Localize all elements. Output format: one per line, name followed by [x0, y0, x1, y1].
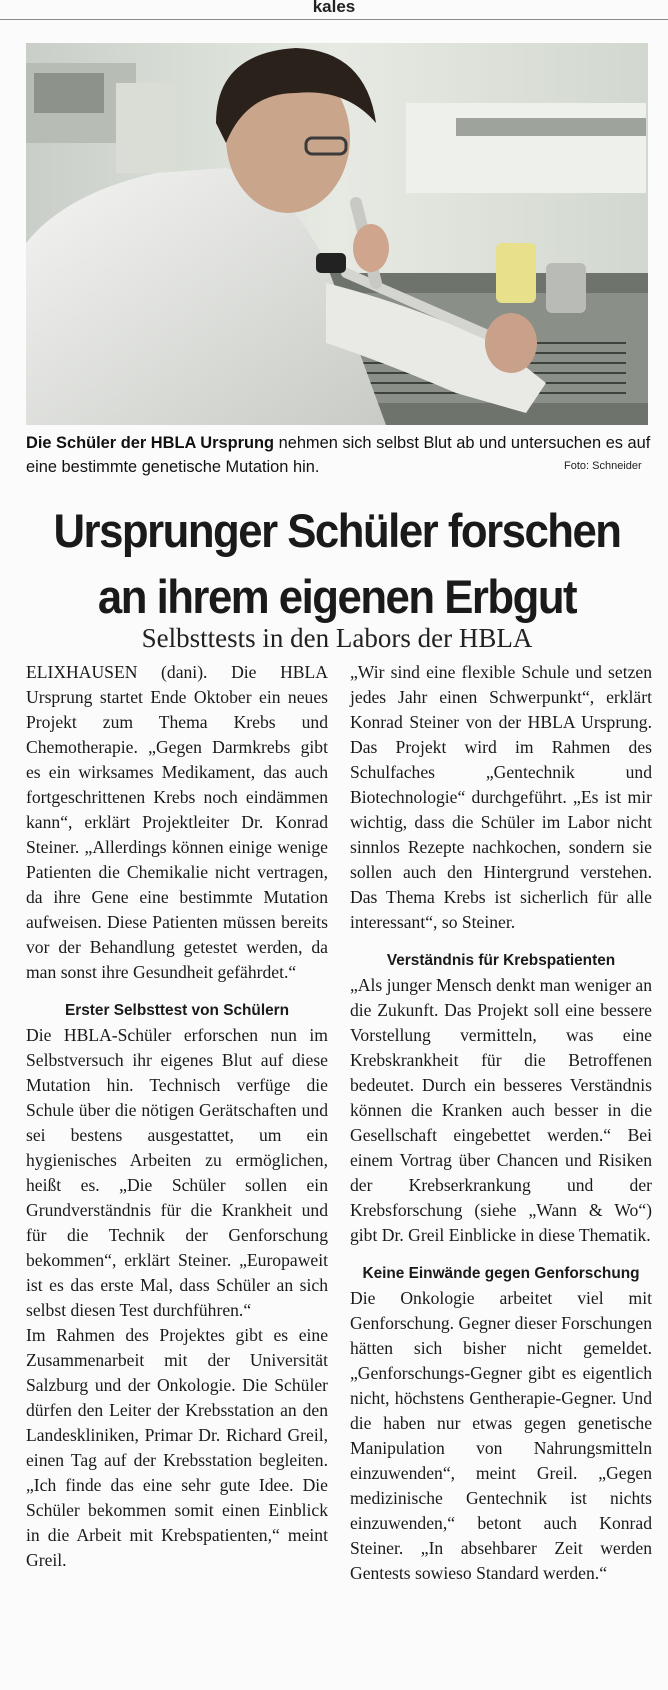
lab-scene-illustration — [26, 43, 648, 425]
subheadline: Selbsttests in den Labors der HBLA — [141, 623, 533, 653]
subheading: Verständnis für Krebspatienten — [386, 952, 616, 969]
subheading: Erster Selbsttest von Schülern — [64, 1002, 290, 1019]
paragraph: ELIXHAUSEN (dani). Die HBLA Ursprung startet Ende Oktober ein neues Projekt zum Thema Krebs und Chemotherapie. „Gegen Darmkrebs gibt es ein wirksames Medikament, das auch fortgeschrittenen Krebs noch eindämmen kann“, erklärt Projektleiter Dr. Konrad Steiner. „Allerdings können einige wenige Patienten die Chemikalie nicht vertragen, da ihre Gene eine bestimmte Mutation aufweisen. Diese Patienten müssen bereits vor der Behandlung getestet werden, da man sonst ihre Gesundheit gefährdet.“ — [26, 662, 328, 982]
headline — [48, 498, 626, 630]
headline-line-2: an ihrem eigenen Erbgut — [97, 570, 577, 623]
caption-text: nehmen sich selbst Blut ab und untersuchen es auf eine bestimmte genetische Mutation hin. — [26, 434, 651, 476]
paragraph: Die Onkologie arbeitet viel mit Genforschung. Gegner dieser Forschungen hätten sich bisher nicht gemeldet. „Genforschungs-Gegner gibt es eigentlich nicht, höchstens Gentherapie-Gegner. Und die haben nur etwas gegen genetische Manipulation von Nahrungsmitteln einzuwenden“, meint Greil. „Gegen medizinische Gentechnik ist nichts einzuwenden,“ betont auch Konrad Steiner. „In absehbarer Zeit werden Gentests sowieso Standard werden.“ — [350, 1288, 652, 1583]
paragraph: „Wir sind eine flexible Schule und setzen jedes Jahr einen Schwerpunkt“, erklärt Konrad Steiner von der HBLA Ursprung. Das Projekt wird im Rahmen des Schulfaches „Gentechnik und Biotechnologie“ durchgeführt. „Es ist mir wichtig, dass die Schüler im Labor nicht sinnlos Rezepte nachkochen, sondern sie sollen auch den Hintergrund verstehen. Das Thema Krebs ist sicherlich für alle interessant“, so Steiner. — [350, 662, 652, 932]
paragraph: Im Rahmen des Projektes gibt es eine Zusammenarbeit mit der Universität Salzburg und der Onkologie. Die Schüler dürfen den Leiter der Krebsstation an den Landeskliniken, Primar Dr. Richard Greil, einen Tag auf der Krebsstation begleiten. „Ich finde das eine sehr gute Idee. Die Schüler bekommen somit einen Einblick in die Arbeit mit Krebspatienten,“ meint Greil. — [26, 1325, 328, 1570]
top-rule — [0, 19, 668, 20]
photo-credit: Foto: Schneider — [564, 460, 642, 472]
subheading: Keine Einwände gegen Genforschung — [362, 1265, 640, 1282]
caption-bold: Die Schüler der HBLA Ursprung — [26, 434, 275, 452]
paragraph: Die HBLA-Schüler erforschen nun im Selbstversuch ihr eigenes Blut auf diese Mutation hin. Technisch verfüge die Schule über die nötigen Gerätschaften und sei bestens ausgestattet, um ein hygienisches Arbeiten zu ermöglichen, heißt es. „Die Schüler sollen ein Grundverständnis für die Krankheit und für die Technik der Genforschung bekommen“, erklärt Steiner. „Europaweit ist es das erste Mal, dass Schüler an sich selbst diesen Test durchführen.“ — [26, 1025, 328, 1320]
article-photo — [26, 43, 648, 425]
right-column — [350, 660, 652, 1586]
headline-line-1: Ursprunger Schüler forschen — [53, 504, 621, 557]
left-column — [26, 660, 328, 1573]
section-label: kales — [312, 0, 356, 16]
paragraph: „Als junger Mensch denkt man weniger an die Zukunft. Das Projekt soll eine bessere Vorstellung vermitteln, was eine Krebskrankheit für die Betroffenen bedeutet. Durch ein besseres Verständnis können die Kranken auch besser in die Gesellschaft eingebettet werden.“ Bei einem Vortrag über Chancen und Risiken der Krebserkrankung und der Krebsforschung (siehe „Wann & Wo“) gibt Dr. Greil Einblicke in diese Thematik. — [350, 975, 652, 1245]
